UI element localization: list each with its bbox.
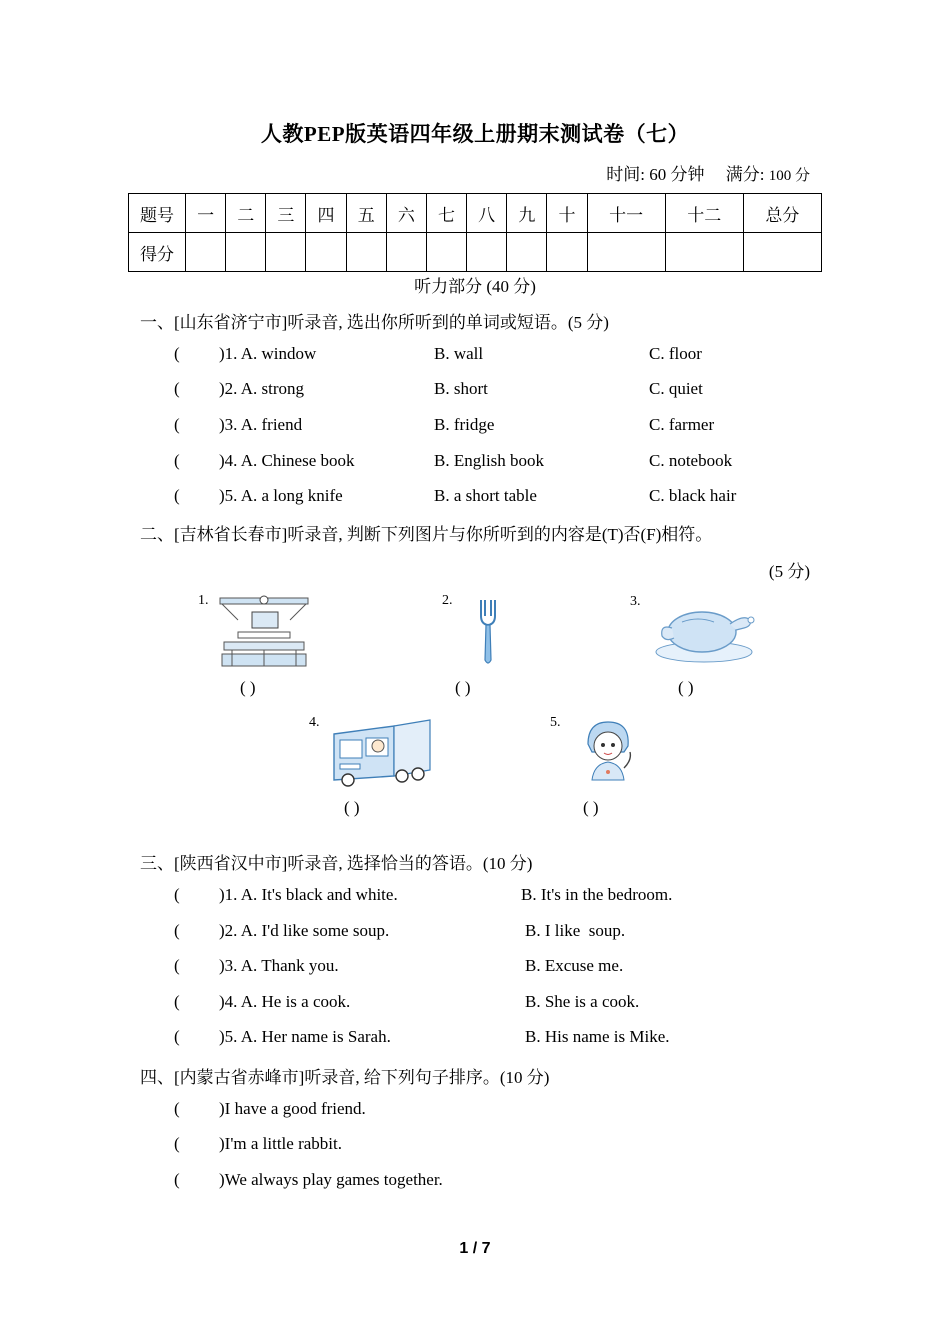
answer-paren[interactable]: ( xyxy=(174,885,180,904)
score-cell[interactable] xyxy=(743,233,821,272)
table-cell: 十一 xyxy=(587,194,665,233)
answer-paren[interactable]: ( xyxy=(174,344,180,363)
score-table-score-row xyxy=(129,233,822,272)
listening-header: 听力部分 (40 分) xyxy=(414,277,536,296)
option-b: B. Excuse me. xyxy=(525,956,624,975)
option-a: )2. A. I'd like some soup. xyxy=(219,921,390,940)
option-a: )2. A. strong xyxy=(219,379,304,398)
answer-paren[interactable]: ( xyxy=(174,992,180,1011)
section-3-title: 三、[陕西省汉中市]听录音, 选择恰当的答语。(10 分) xyxy=(140,854,533,873)
picture-number: 5. xyxy=(550,715,561,730)
score-cell[interactable] xyxy=(346,233,386,272)
time-label: 时间: 60 分钟 xyxy=(606,165,705,184)
option-c: C. farmer xyxy=(649,415,715,434)
score-cell[interactable] xyxy=(226,233,266,272)
option-c: C. quiet xyxy=(649,379,703,398)
answer-blank[interactable]: ( ) xyxy=(678,678,694,697)
option-a: )1. A. window xyxy=(219,344,317,363)
picture-number: 2. xyxy=(442,593,453,608)
chicken-picture xyxy=(652,596,762,666)
picture-number: 1. xyxy=(198,593,209,608)
table-cell: 八 xyxy=(467,194,507,233)
answer-blank[interactable]: ( ) xyxy=(240,678,256,697)
answer-blank[interactable]: ( ) xyxy=(583,798,599,817)
page-title: 人教PEP版英语四年级上册期末测试卷（七） xyxy=(260,122,690,146)
table-cell: 六 xyxy=(386,194,426,233)
truck-picture xyxy=(330,712,436,790)
picture-number: 4. xyxy=(309,715,320,730)
section-2-title: 二、[吉林省长春市]听录音, 判断下列图片与你所听到的内容是(T)否(F)相符。 xyxy=(140,525,713,544)
table-cell: 十 xyxy=(547,194,587,233)
table-cell: 二 xyxy=(226,194,266,233)
score-cell[interactable] xyxy=(547,233,587,272)
answer-paren[interactable]: ( xyxy=(174,379,180,398)
option-a: )5. A. a long knife xyxy=(219,486,343,505)
table-cell: 题号 xyxy=(129,194,186,233)
page-number: 1 / 7 xyxy=(459,1240,491,1257)
table-cell: 得分 xyxy=(129,233,186,272)
section-2-points: (5 分) xyxy=(768,562,810,581)
option-a: )3. A. friend xyxy=(219,415,303,434)
score-cell[interactable] xyxy=(665,233,743,272)
section-4-title: 四、[内蒙古省赤峰市]听录音, 给下列句子排序。(10 分) xyxy=(140,1068,550,1087)
section-1-title: 一、[山东省济宁市]听录音, 选出你所听到的单词或短语。(5 分) xyxy=(140,313,609,332)
score-table-header-row xyxy=(129,194,822,233)
classroom-picture xyxy=(218,590,310,672)
score-table xyxy=(128,193,822,272)
option-b: B. fridge xyxy=(434,415,495,434)
score-label: 满分: xyxy=(725,165,765,184)
answer-paren[interactable]: ( xyxy=(174,1170,180,1189)
answer-paren[interactable]: ( xyxy=(174,486,180,505)
sentence: )I'm a little rabbit. xyxy=(219,1134,342,1153)
answer-paren[interactable]: ( xyxy=(174,1134,180,1153)
answer-paren[interactable]: ( xyxy=(174,1027,180,1046)
sentence: )We always play games together. xyxy=(219,1170,443,1189)
table-cell: 一 xyxy=(186,194,226,233)
score-cell[interactable] xyxy=(266,233,306,272)
girl-picture xyxy=(578,718,638,784)
option-a: )3. A. Thank you. xyxy=(219,956,339,975)
option-b: B. It's in the bedroom. xyxy=(521,885,673,904)
option-b: B. a short table xyxy=(434,486,537,505)
option-b: B. wall xyxy=(434,344,484,363)
answer-blank[interactable]: ( ) xyxy=(455,678,471,697)
option-c: C. notebook xyxy=(649,451,733,470)
option-a: )4. A. Chinese book xyxy=(219,451,355,470)
score-cell[interactable] xyxy=(467,233,507,272)
option-a: )1. A. It's black and white. xyxy=(219,885,398,904)
option-b: B. His name is Mike. xyxy=(525,1027,670,1046)
table-cell: 总分 xyxy=(743,194,821,233)
score-cell[interactable] xyxy=(306,233,346,272)
option-c: C. floor xyxy=(649,344,702,363)
option-a: )4. A. He is a cook. xyxy=(219,992,351,1011)
sentence: )I have a good friend. xyxy=(219,1099,366,1118)
picture-number: 3. xyxy=(630,594,641,609)
score-cell[interactable] xyxy=(426,233,466,272)
score-cell[interactable] xyxy=(186,233,226,272)
score-value: 100 分 xyxy=(768,168,810,184)
option-a: )5. A. Her name is Sarah. xyxy=(219,1027,391,1046)
table-cell: 三 xyxy=(266,194,306,233)
score-cell[interactable] xyxy=(507,233,547,272)
option-c: C. black hair xyxy=(649,486,737,505)
answer-blank[interactable]: ( ) xyxy=(344,798,360,817)
table-cell: 十二 xyxy=(665,194,743,233)
exam-meta xyxy=(606,160,810,185)
option-b: B. short xyxy=(434,379,488,398)
fork-picture xyxy=(474,598,502,668)
table-cell: 五 xyxy=(346,194,386,233)
table-cell: 九 xyxy=(507,194,547,233)
answer-paren[interactable]: ( xyxy=(174,921,180,940)
answer-paren[interactable]: ( xyxy=(174,451,180,470)
answer-paren[interactable]: ( xyxy=(174,956,180,975)
option-b: B. English book xyxy=(434,451,545,470)
table-cell: 七 xyxy=(426,194,466,233)
score-cell[interactable] xyxy=(386,233,426,272)
option-b: B. I like soup. xyxy=(525,921,626,940)
score-cell[interactable] xyxy=(587,233,665,272)
table-cell: 四 xyxy=(306,194,346,233)
answer-paren[interactable]: ( xyxy=(174,1099,180,1118)
answer-paren[interactable]: ( xyxy=(174,415,180,434)
option-b: B. She is a cook. xyxy=(525,992,640,1011)
